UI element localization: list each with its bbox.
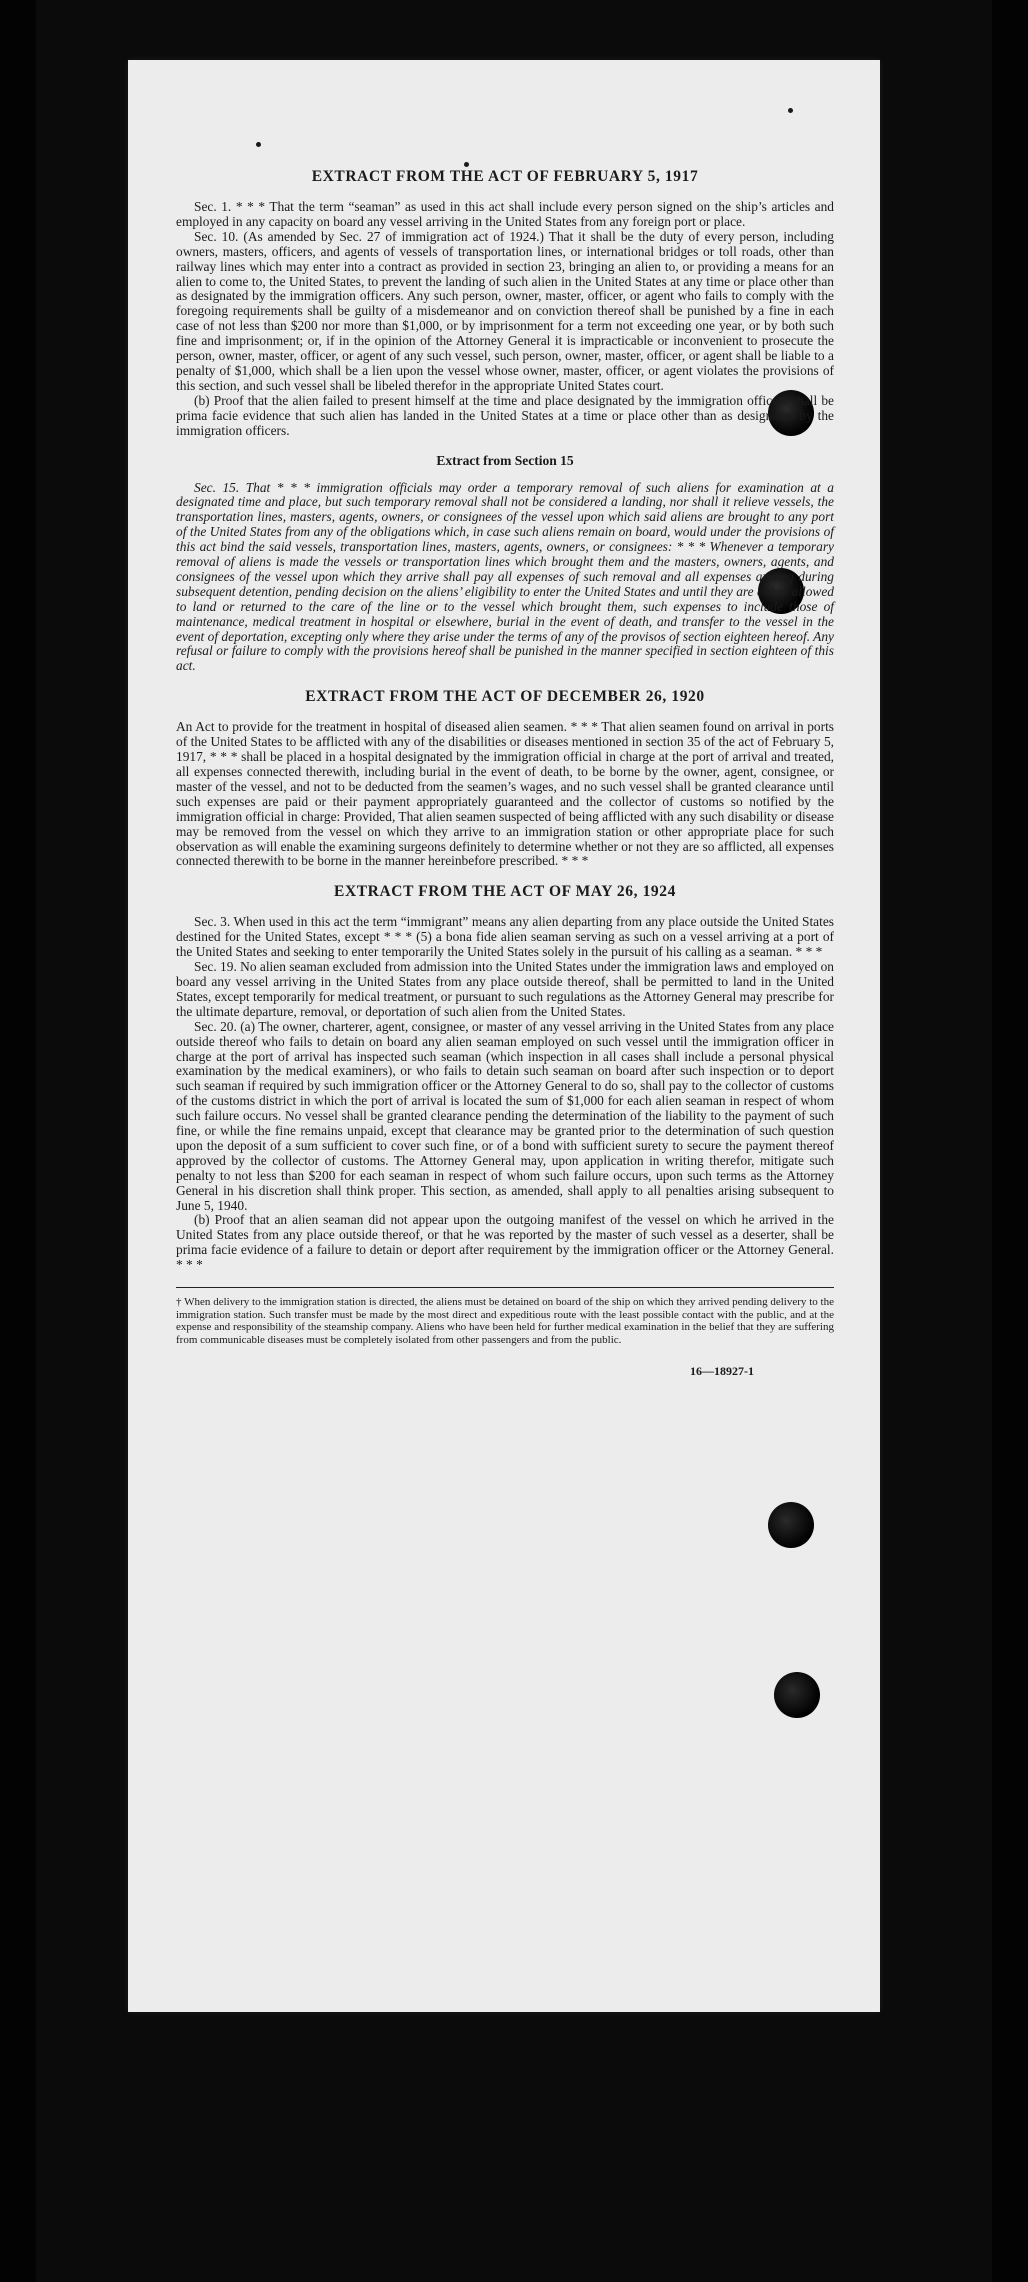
- paragraph-sec20b: (b) Proof that an alien seaman did not appear upon the outgoing manifest of the vessel on which he arrived in the United States from any place outside thereof, or that he was reported by the master of such vessel as a deserter, shall be prima facie evidence of a failure to detain or deport after requirement by the immigration officer or the Attorney General. * * *: [176, 1212, 834, 1273]
- film-border-left: [0, 0, 36, 2282]
- document-page: [128, 60, 880, 2012]
- section-act-1920: [176, 688, 834, 869]
- paragraph-sec3: Sec. 3. When used in this act the term “immigrant” means any alien departing from any place outside the United States destined for the United States, except * * * (5) a bona fide alien seaman serving as such on a vessel arriving at a port of the United States and seeking to enter temporarily the United States solely in the pursuit of his calling as a seaman. * * *: [176, 914, 834, 960]
- section-act-1924: [176, 883, 834, 1273]
- section-extract-15: [176, 453, 834, 675]
- speck: [464, 162, 469, 167]
- form-code: 16—18927-1: [690, 1364, 754, 1379]
- punch-hole: [768, 1502, 814, 1548]
- film-border-right: [992, 0, 1028, 2282]
- document-body: [176, 168, 834, 1379]
- speck: [788, 108, 793, 113]
- paragraph-1920: An Act to provide for the treatment in hospital of diseased alien seamen. * * * That alien seamen found on arrival in ports of the United States to be afflicted with any of the disabilities or diseases mentioned in section 35 of the act of February 5, 1917, * * * shall be placed in a hospital designated by the immigration official in charge at the port of arrival and treated, all expenses connected therewith, including burial in the event of death, to be borne by the owner, agent, consignee, or master of the vessel, and not to be deducted from the seamen’s wages, and no such vessel shall be granted clearance until such expenses are paid or their payment appropriately guaranteed and the collector of customs so notified by the immigration official in charge: Provided, That alien seamen suspected of being afflicted with any such disability or disease may be removed from the vessel on which they arrive to an immigration station or other appropriate place for such observation as will enable the examining surgeons definitely to determine whether or not they are so afflicted, all expenses connected therewith to be borne in the manner hereinbefore prescribed. * * *: [176, 719, 834, 869]
- paragraph-sec10: Sec. 10. (As amended by Sec. 27 of immigration act of 1924.) That it shall be the duty of every person, including owners, masters, officers, and agents of vessels of transportation lines, or international bridges or toll roads, other than railway lines which may enter into a contract as provided in section 23, bringing an alien to, or providing a means for an alien to come to, the United States, to prevent the landing of such alien in the United States at any time or place other than as designated by the immigration officers. Any such person, owner, master, officer, or agent who fails to comply with the foregoing requirements shall be guilty of a misdemeanor and on conviction thereof shall be punished by a fine in each case of not less than $200 nor more than $1,000, or by imprisonment for a term not exceeding one year, or by both such fine and imprisonment; or, if in the opinion of the Attorney General it is impracticable or inconvenient to prosecute the person, owner, master, officer, or agent of any such vessel, such person, owner, master, officer, or agent shall be liable to a penalty of $1,000, which shall be a lien upon the vessel whose owner, master, officer, or agent violates the provisions of this section, and such vessel shall be libeled therefor in the appropriate United States court.: [176, 228, 834, 393]
- paragraph-sec19: Sec. 19. No alien seaman excluded from admission into the United States under the immigration laws and employed on board any vessel arriving in the United States from any place outside thereof, shall be permitted to land in the United States, except temporarily for medical treatment, or pursuant to such regulations as the Attorney General may prescribe for the ultimate departure, removal, or deportation of such alien from the United States.: [176, 959, 834, 1019]
- paragraph-sec15: Sec. 15. That * * * immigration officials may order a temporary removal of such aliens for examination at a designated time and place, but such temporary removal shall not be considered a landing, nor shall it relieve vessels, the transportation lines, masters, agents, owners, or consignees of the vessel upon which said aliens are brought to any port of the United States from any of the obligations which, in case such aliens remain on board, would under the provisions of this act bind the said vessels, transportation lines, masters, agents, owners, or consignees: * * * Whenever a temporary removal of aliens is made the vessels or transportation lines which brought them and the masters, owners, agents, and consignees of the vessel upon which they arrive shall pay all expenses of such removal and all expenses arising during subsequent detention, pending decision on the aliens’ eligibility to enter the United States and until they are either allowed to land or returned to the care of the line or to the vessel which brought them, such expenses to include those of maintenance, medical treatment in hospital or elsewhere, burial in the event of death, and transfer to the vessel in the event of deportation, excepting only where they arise under the terms of any of the provisos of section eighteen hereof. Any refusal or failure to comply with the provisions hereof shall be punished in the manner specified in section eighteen of this act.: [176, 479, 834, 674]
- footnote: † When delivery to the immigration station is directed, the aliens must be detained on board of the ship on which they arrived pending delivery to the immigration station. Such transfer must be made by the most direct and expeditious route with the least possible contact with the public, and at the expense and responsibility of the steamship company. Aliens who have been held for further medical examination in the belief that they are suffering from communicable diseases must be completely isolated from other passengers and from the public.: [176, 1296, 834, 1346]
- section-subtitle: Extract from Section 15: [436, 452, 574, 468]
- paragraph-sec20a: Sec. 20. (a) The owner, charterer, agent, consignee, or master of any vessel arriving in the United States from any place outside thereof who fails to detain on board any alien seaman employed on such vessel until the immigration officer in charge at the port of arrival has inspected such seaman (which inspection in all cases shall include a personal physical examination by the medical examiners), or who fails to detain such seaman on board after such inspection or to deport such seaman if required by such immigration officer or the Attorney General to do so, shall pay to the collector of customs of the customs district in which the port of arrival is located the sum of $1,000 for each alien seaman in respect of whom such failure occurs. No vessel shall be granted clearance pending the determination of the liability to the payment of such fine, or while the fine remains unpaid, except that clearance may be granted prior to the determination of such question upon the deposit of a sum sufficient to cover such fine, or of a bond with sufficient surety to secure the payment thereof approved by the collector of customs. The Attorney General may, upon application in writing therefor, mitigate such penalty to not less than $200 for each seaman in respect of whom such failure occurs, upon such terms as the Attorney General in his discretion shall think proper. This section, as amended, shall apply to all penalties arising subsequent to June 5, 1940.: [176, 1018, 834, 1213]
- section-title: EXTRACT FROM THE ACT OF MAY 26, 1924: [334, 883, 676, 901]
- section-act-1917: [176, 168, 834, 439]
- footnote-divider: [176, 1287, 834, 1288]
- paragraph-sec10b: (b) Proof that the alien failed to present himself at the time and place designated by the immigration officers shall be prima facie evidence that such alien has landed in the United States at a time or place other than as designated by the immigration officers.: [176, 392, 834, 438]
- section-title: EXTRACT FROM THE ACT OF DECEMBER 26, 1920: [305, 688, 705, 706]
- paragraph-sec1: Sec. 1. * * * That the term “seaman” as used in this act shall include every person signed on the ship’s articles and employed in any capacity on board any vessel arriving in the United States from any foreign port or place.: [176, 199, 834, 229]
- section-title: EXTRACT FROM THE ACT OF FEBRUARY 5, 1917: [311, 168, 699, 185]
- speck: [256, 142, 261, 147]
- punch-hole: [774, 1672, 820, 1718]
